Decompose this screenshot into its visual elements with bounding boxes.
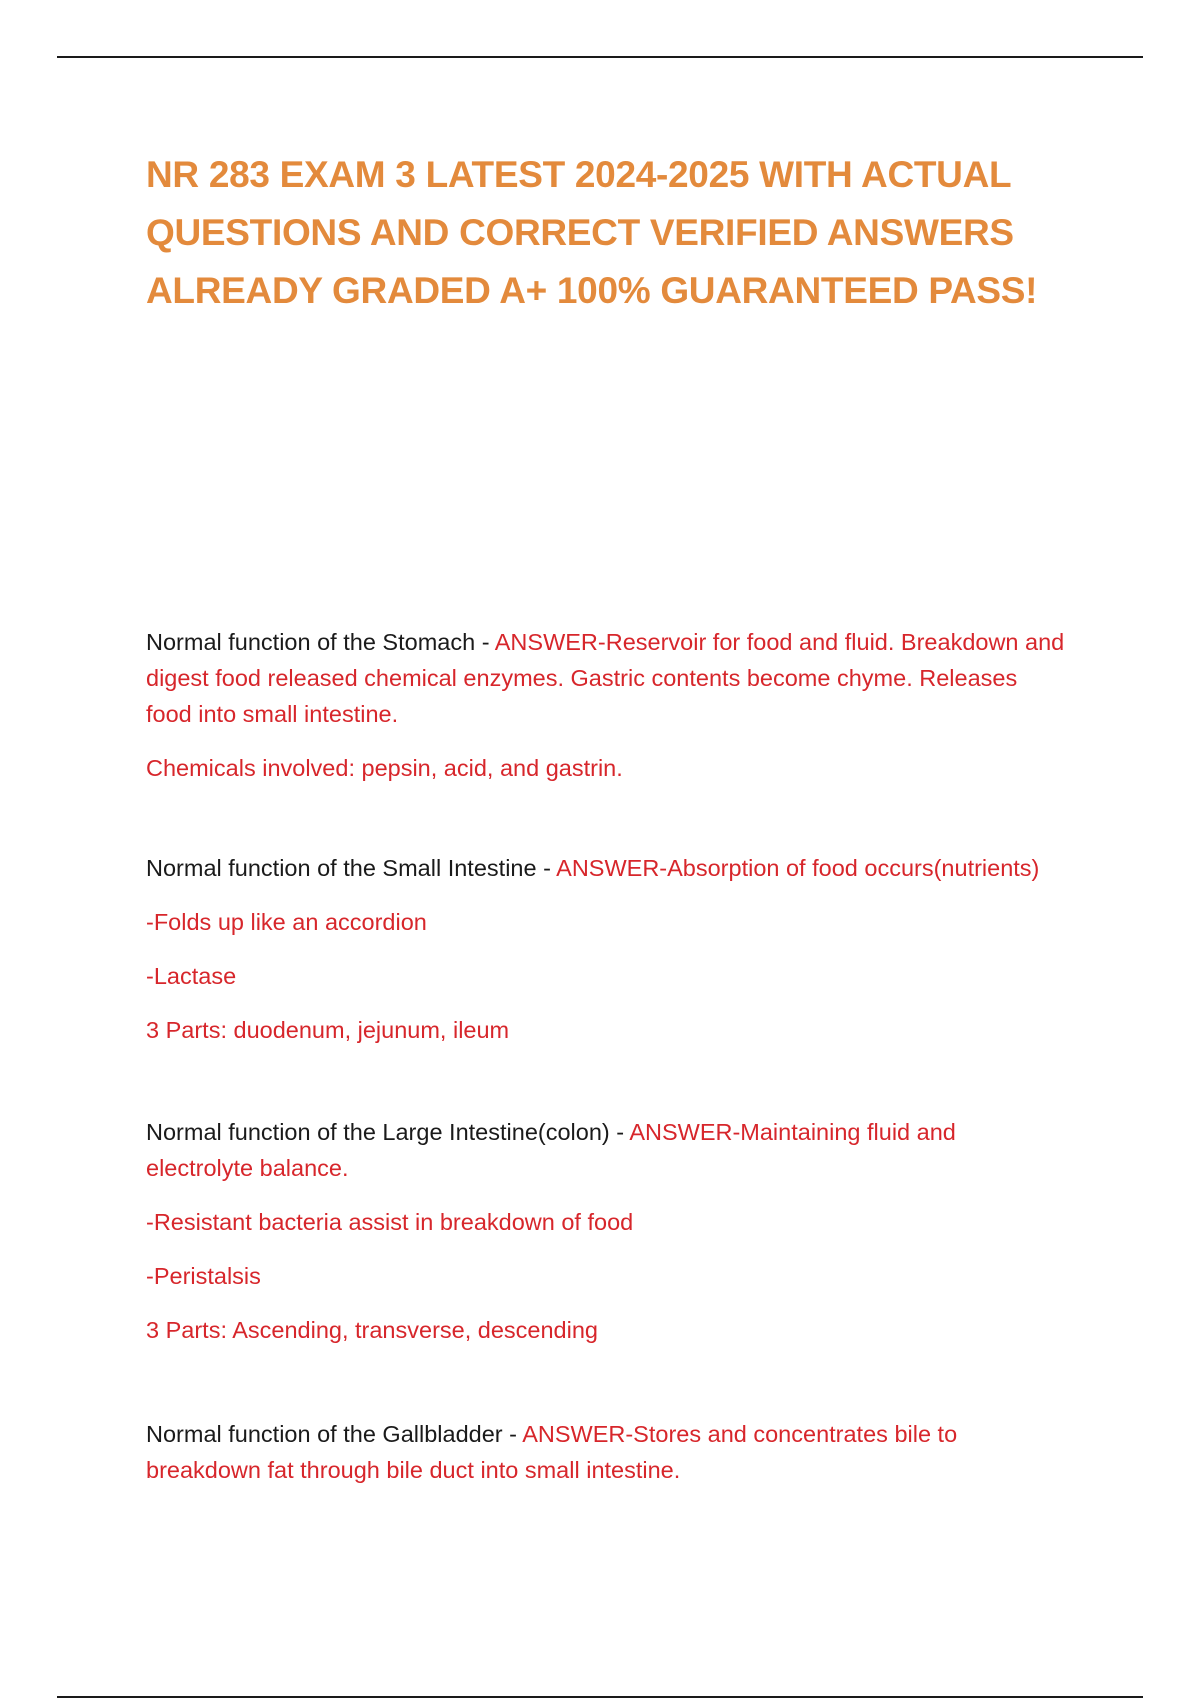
qa-item-gallbladder	[146, 1416, 1066, 1488]
answer-extra-line: -Lactase	[146, 963, 237, 989]
answer-extra-line: -Peristalsis	[146, 1263, 261, 1289]
title-block	[146, 146, 1066, 320]
qa-paragraph	[146, 1416, 1066, 1488]
answer-extra-line: 3 Parts: Ascending, transverse, descending	[146, 1317, 598, 1343]
answer-text: ANSWER-Reservoir for food and fluid. Breakdown and digest food released chemical enzymes. Gastric contents become chyme. Releases food into small intestine.	[146, 629, 1065, 727]
question-text: Normal function of the Stomach -	[146, 629, 495, 655]
qa-paragraph	[146, 624, 1066, 732]
qa-item-large-intestine	[146, 1114, 1066, 1348]
bottom-divider	[57, 1696, 1143, 1698]
answer-extra-line: Chemicals involved: pepsin, acid, and gastrin.	[146, 755, 623, 781]
answer-text: ANSWER-Absorption of food occurs(nutrients)	[556, 855, 1040, 881]
qa-item-small-intestine	[146, 850, 1066, 1048]
question-text: Normal function of the Large Intestine(colon) -	[146, 1119, 630, 1145]
qa-list	[146, 624, 1066, 1506]
answer-extra-line: -Resistant bacteria assist in breakdown of food	[146, 1209, 634, 1235]
qa-paragraph	[146, 1114, 1066, 1186]
question-text: Normal function of the Gallbladder -	[146, 1421, 523, 1447]
answer-text: ANSWER-Stores and concentrates bile to breakdown fat through bile duct into small intestine.	[146, 1421, 958, 1483]
document-title: NR 283 EXAM 3 LATEST 2024-2025 WITH ACTUAL QUESTIONS AND CORRECT VERIFIED ANSWERS ALREADY GRADED A+ 100% GUARANTEED PASS!	[146, 154, 1038, 311]
qa-item-stomach	[146, 624, 1066, 786]
qa-paragraph	[146, 850, 1066, 886]
answer-extra-line: 3 Parts: duodenum, jejunum, ileum	[146, 1017, 510, 1043]
answer-extra-line: -Folds up like an accordion	[146, 909, 427, 935]
top-divider	[57, 56, 1143, 58]
question-text: Normal function of the Small Intestine -	[146, 855, 557, 881]
answer-text: ANSWER-Maintaining fluid and electrolyte balance.	[146, 1119, 956, 1181]
